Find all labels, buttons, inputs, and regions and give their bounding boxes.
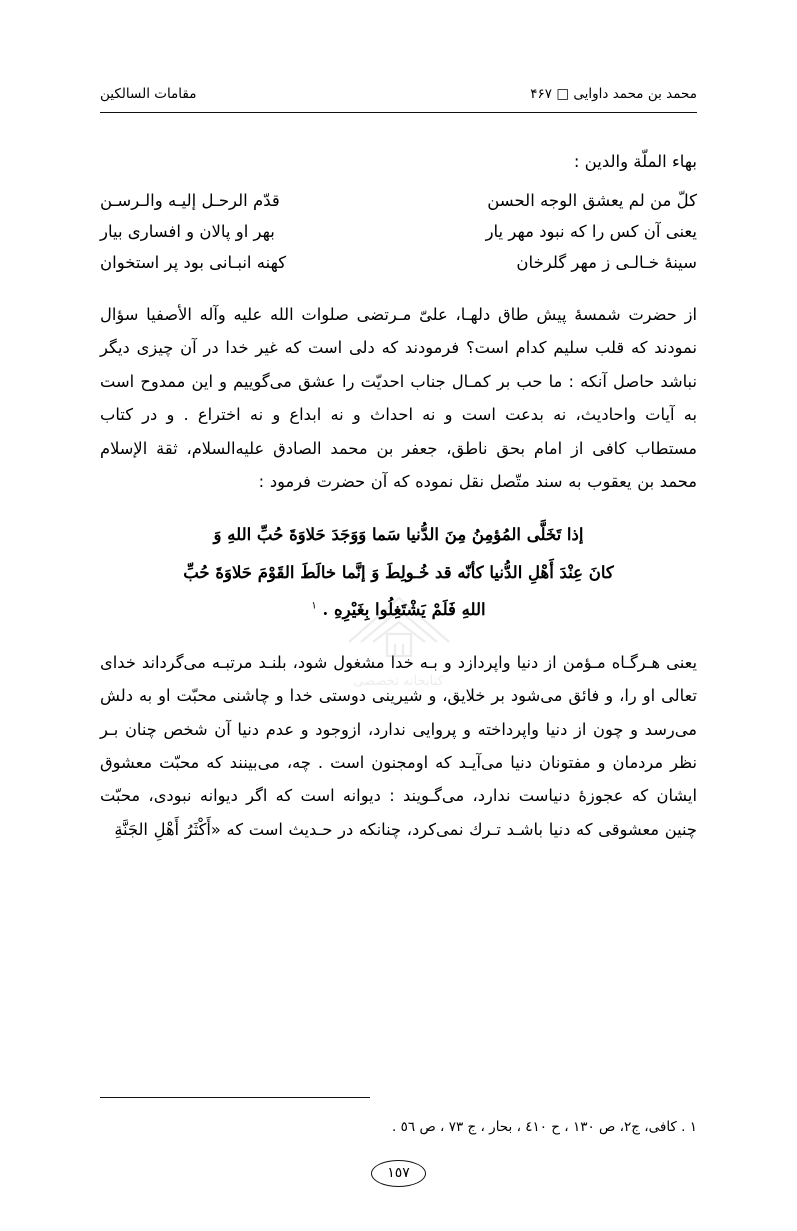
paragraph-1: از حضرت شمسهٔ پيش طاق دلهـا، علىّ مـرتضى صلوات الله عليه وآله الأصفيا سؤال نمودند كه قلب سليم كدام است؟ فرمودند كه دلى است كه غير خدا در آن چيزى ديگر نباشد حاصل آنكه : ما حب بر كمـال جناب احديّت را عشق مى‌گوييم و اين ممدوح است به آيات واحاديث، نه بدعت است و نه احداث و نه ابداع و نه اختراع . و در كتاب مستطاب كافى از امام بحق ناطق، جعفر بن محمد الصادق عليه‌السلام، ثقة الإسلام محمد بن يعقوب به سند متّصل نقل نموده كه آن حضرت فرمود : [100,305,697,492]
running-head-right: مقامات السالكين [100,86,197,102]
poem-couplet [100,185,697,216]
arabic-quotation-line: إذا تَخَلَّى المُؤمِنُ مِنَ الدُّنيا سَما وَوَجَدَ حَلاوَةَ حُبِّ اللهِ وَ [213,525,584,545]
arabic-quotation-line-last [134,591,663,628]
running-head [100,86,697,102]
poem-hemistich-a: سينهٔ خـالـى ز مهر گلرخان [516,253,697,272]
watermark-text: كتابخانه تخصصى [353,673,444,689]
poem-hemistich-b: بهر او پالان و افسارى بيار [100,222,275,241]
arabic-quotation [134,516,663,627]
poem-hemistich-b: كهنه انبـانى بود پر استخوان [100,253,287,272]
footnote-marker: ١ [311,600,317,612]
poem-hemistich-a: كلّ من لم يعشق الوجه الحسن [487,191,697,210]
folio [0,1160,797,1187]
paragraph-2: يعنى هـرگـاه مـؤمن از دنيا واپردازد و بـه خدا مشغول شود، بلنـد مرتبـه مى‌گرداند خداى تعالى او را، و فائق مى‌شود بر خلايق، و شيرينى دوستى خدا و چاشنى محبّت او به دلش مى‌رسد و چون از دنيا واپرداخته و پروايى ندارد، ازوجود و عدم دنيا آن شخص چنان بـر نظر مردمان و مفتونان دنيا مى‌آيـد كه اومجنون است . چه، مى‌بينند كه محبّت معشوق ايشان كه عجوزهٔ دنياست ندارد، مى‌گـويند : ديوانه است كه اگر ديوانه نبودى، محبّت چنين معشوقى كه دنيا باشـد تـرك نمى‌كرد، چنانكه در حـديث است كه «أَكْثَرُ أَهْلِ الجَنَّةِ [100,652,697,839]
footnote-divider [100,1097,370,1098]
footnote: ١ . كافى، ج٢، ص ١٣٠ ، ح ٤١٠ ، بحار ، ج ٧٣ ، ص ٥٦ . [392,1119,697,1135]
poem-block [100,185,697,278]
poem-hemistich-b: قدّم الرحـل إليـه والـرسـن [100,191,280,210]
page-content [100,140,697,860]
arabic-quotation-text: اللهِ فَلَمْ يَشْتَغِلُوا بِغَيْرِهِ . [322,599,486,619]
poem-hemistich-a: يعنى آن كس را كه نبود مهر يار [485,222,697,241]
lead-line: بهاء الملّة والدين : [573,152,697,171]
header-divider [100,112,697,113]
running-head-left: محمد بن محمد داوايى □ ۴۶۷ [530,86,697,102]
poem-couplet [100,247,697,278]
poem-couplet [100,216,697,247]
arabic-quotation-line: كانَ عِنْدَ أَهْلِ الدُّنيا كأنّه قد خُـولِطَ وَ إنَّما خالَطَ القَوْمَ حَلاوَةَ حُبِّ [183,562,614,582]
page-number: ١٥٧ [371,1160,426,1187]
